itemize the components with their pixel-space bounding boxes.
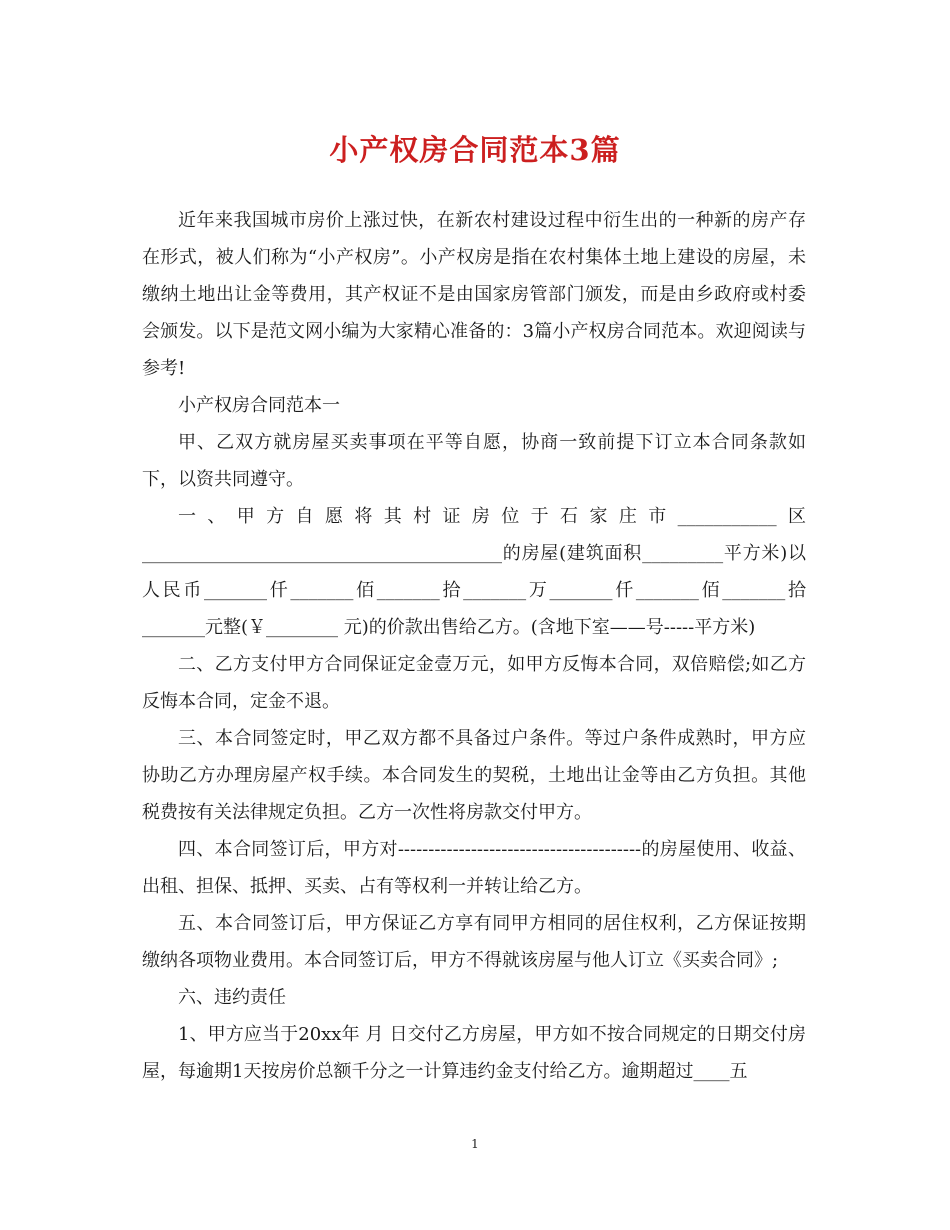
clause-3-paragraph: 三、本合同签定时，甲乙双方都不具备过户条件。等过户条件成熟时，甲方应协助乙方办理房屋产权手续。本合同发生的契税，土地出让金等由乙方负担。其他税费按有关法律规定负担。乙方一次性将房款交付甲方。 [142,728,806,823]
document-title: 小产权房合同范本3篇 [329,133,621,167]
preamble-paragraph: 甲、乙双方就房屋买卖事项在平等自愿，协商一致前提下订立本合同条款如下，以资共同遵守。 [142,432,806,490]
clause-1-paragraph: 一、甲方自愿将其村证房位于石家庄市___________区________________________________________的房屋(建筑面积_________平方米)以人民币_______仟_______佰_______拾_______万_______仟_______佰_______拾_______元整(￥________ 元)的价款出售给乙方。(含地下室——号-----平方米) [142,506,806,638]
section-heading-contract-one: 小产权房合同范本一 [178,395,340,416]
intro-paragraph: 近年来我国城市房价上涨过快，在新农村建设过程中衍生出的一种新的房产存在形式，被人们称为“小产权房”。小产权房是指在农村集体土地上建设的房屋，未缴纳土地出让金等费用，其产权证不是由国家房管部门颁发，而是由乡政府或村委会颁发。以下是范文网小编为大家精心准备的：3篇小产权房合同范本。欢迎阅读与参考! [142,210,806,379]
clause-5-paragraph: 五、本合同签订后，甲方保证乙方享有同甲方相同的居住权利，乙方保证按期缴纳各项物业费用。本合同签订后，甲方不得就该房屋与他人订立《买卖合同》; [142,913,806,971]
document-body [142,202,806,1090]
page-number: 1 [471,1137,479,1151]
clause-4-paragraph: 四、本合同签订后，甲方对----------------------------------------的房屋使用、收益、出租、担保、抵押、买卖、占有等权利一并转让给乙方。 [142,839,806,897]
clause-2-paragraph: 二、乙方支付甲方合同保证定金壹万元，如甲方反悔本合同，双倍赔偿;如乙方反悔本合同，定金不退。 [142,654,806,712]
clause-6-heading: 六、违约责任 [178,987,286,1008]
clause-6-item-1-paragraph: 1、甲方应当于20xx年 月 日交付乙方房屋，甲方如不按合同规定的日期交付房屋，每逾期1天按房价总额千分之一计算违约金支付给乙方。逾期超过____五 [142,1024,806,1082]
